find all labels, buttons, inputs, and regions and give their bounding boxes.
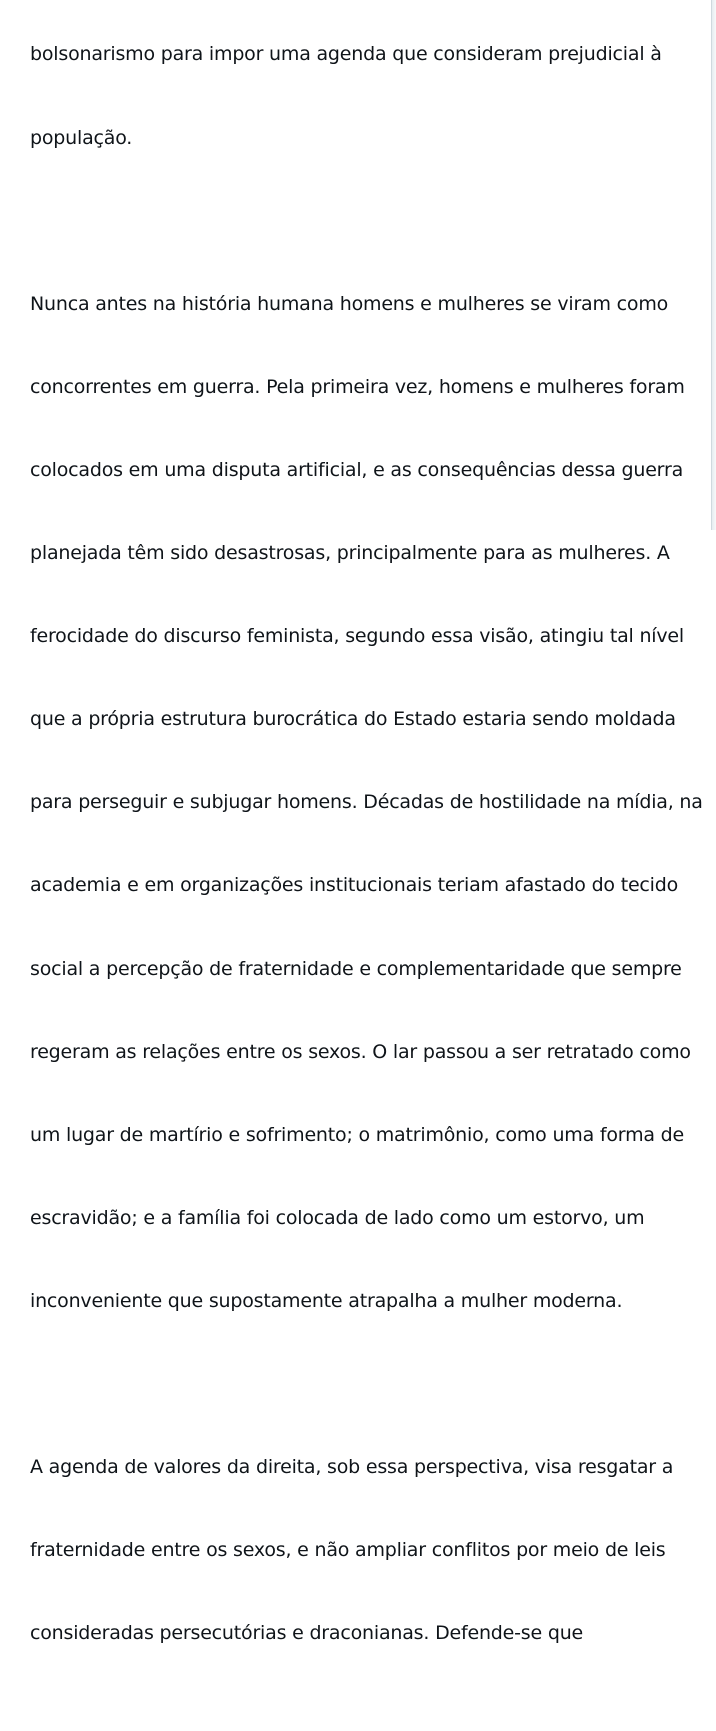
text-line: concorrentes em guerra. Pela primeira vez, homens e mulheres foram xyxy=(30,375,685,398)
text-line: fraternidade entre os sexos, e não ampliar conflitos por meio de leis xyxy=(30,1539,666,1562)
text-line: Nunca antes na história humana homens e mulheres se viram como xyxy=(30,292,669,315)
text-line: A agenda de valores da direita, sob essa perspectiva, visa resgatar a xyxy=(30,1456,674,1479)
text-line: consideradas persecutórias e draconianas. Defende-se que xyxy=(30,1622,584,1645)
text-line: inconveniente que supostamente atrapalha a mulher moderna. xyxy=(30,1290,623,1313)
post-paragraph-1 xyxy=(30,0,680,208)
text-line: ferocidade do discurso feminista, segundo essa visão, atingiu tal nível xyxy=(30,625,684,648)
text-line: social a percepção de fraternidade e complementaridade que sempre xyxy=(30,957,682,980)
text-line: um lugar de martírio e sofrimento; o matrimônio, como uma forma de xyxy=(30,1123,685,1146)
post-paragraph-3 xyxy=(30,1399,680,1704)
text-line: para perseguir e subjugar homens. Décadas de hostilidade na mídia, na xyxy=(30,791,703,814)
text-line: que a própria estrutura burocrática do Estado estaria sendo moldada xyxy=(30,708,676,731)
text-line: planejada têm sido desastrosas, principalmente para as mulheres. A xyxy=(30,542,670,565)
text-line: academia e em organizações institucionais teriam afastado do tecido xyxy=(30,874,679,897)
text-line: regeram as relações entre os sexos. O lar passou a ser retratado como xyxy=(30,1040,691,1063)
post-text xyxy=(30,0,703,1731)
text-line: escravidão; e a família foi colocada de lado como um estorvo, um xyxy=(30,1206,645,1229)
text-line: bolsonarismo para impor uma agenda que consideram prejudicial à xyxy=(30,43,662,66)
text-line: colocados em uma disputa artificial, e as consequências dessa guerra xyxy=(30,458,684,481)
text-line: população. xyxy=(30,126,133,149)
post-paragraph-2 xyxy=(30,235,703,1371)
